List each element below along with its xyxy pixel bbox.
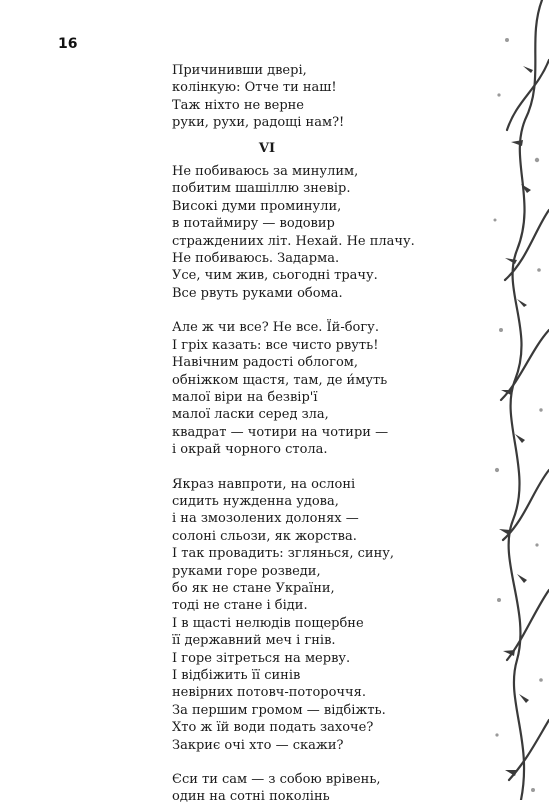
poem-line: руки, рухи, радощі нам?! bbox=[172, 115, 345, 131]
poem-line: І в щасті нелюдів пощербне bbox=[172, 615, 364, 631]
poem-line: І відбіжить її синів bbox=[172, 668, 301, 683]
poem-line: бо як не стане України, bbox=[172, 580, 335, 596]
poem-line: один на сотні поколінь bbox=[172, 789, 330, 805]
poem-line: Не побиваюсь за минулим, bbox=[172, 164, 359, 180]
poem-line: Все рвуть руками обома. bbox=[172, 285, 343, 301]
poem-line: Високі думи проминули, bbox=[172, 198, 342, 214]
stanza-gap bbox=[172, 459, 472, 476]
poem-line: І горе зітреться на мерву. bbox=[172, 650, 351, 666]
stanza-4 bbox=[172, 476, 472, 755]
poem-line: За першим громом — відбіжть. bbox=[172, 702, 386, 718]
stanza-5 bbox=[172, 771, 472, 806]
poem-line: в потаймиру — водовир bbox=[172, 216, 335, 232]
poem-line: І гріх казать: все чисто рвуть! bbox=[172, 337, 379, 353]
poem-line: її державний меч і гнів. bbox=[172, 633, 336, 649]
stanza-2 bbox=[172, 163, 472, 302]
poem-line: Причинивши двері, bbox=[172, 63, 307, 78]
poem-line: Хто ж їй води подать захоче? bbox=[172, 720, 374, 736]
poem-line: Не побиваюсь. Задарма. bbox=[172, 251, 340, 267]
thorn-branch-decoration bbox=[487, 0, 549, 800]
poem-line: колінкую: Отче ти наш! bbox=[172, 80, 337, 96]
stanza-gap bbox=[172, 302, 472, 319]
poem-line: і окрай чорного стола. bbox=[172, 442, 328, 458]
poem-line: руками горе розведи, bbox=[172, 563, 321, 579]
stanza-3 bbox=[172, 319, 472, 458]
poem-line: І так провадить: зглянься, сину, bbox=[172, 546, 395, 562]
poem-line: Закриє очі хто — скажи? bbox=[172, 737, 344, 753]
poem-line: сидить нужденна удова, bbox=[172, 493, 339, 509]
poem-text bbox=[172, 62, 472, 806]
poem-line: Але ж чи все? Не все. Їй-богу. bbox=[172, 320, 379, 336]
poem-line: страждениих літ. Нехай. Не плачу. bbox=[172, 233, 415, 249]
poem-line: тоді не стане і біди. bbox=[172, 598, 308, 614]
poem-line: малої ласки серед зла, bbox=[172, 407, 329, 423]
poem-line: Навічним радості облогом, bbox=[172, 355, 359, 371]
poem-line: Усе, чим жив, сьогодні трачу. bbox=[172, 268, 378, 284]
stanza-gap bbox=[172, 754, 472, 771]
stanza-1 bbox=[172, 62, 472, 132]
poem-line: малої віри на безвір'ї bbox=[172, 389, 318, 405]
poem-line: квадрат — чотири на чотири — bbox=[172, 424, 389, 440]
poem-line: Єси ти сам — з собою врівень, bbox=[172, 772, 381, 788]
poem-line: Якраз навпроти, на ослоні bbox=[172, 476, 356, 492]
poem-line: Таж ніхто не верне bbox=[172, 97, 304, 113]
section-heading: VI bbox=[258, 140, 276, 156]
poem-line: обніжком щастя, там, де и́муть bbox=[172, 372, 388, 388]
poem-line: невірних потовч-потороччя. bbox=[172, 685, 366, 701]
poem-line: солоні сльози, як жорства. bbox=[172, 528, 357, 544]
poem-line: і на змозолених долонях — bbox=[172, 511, 359, 527]
page-number: 16 bbox=[58, 36, 78, 52]
poem-line: побитим шашіллю зневір. bbox=[172, 181, 351, 197]
